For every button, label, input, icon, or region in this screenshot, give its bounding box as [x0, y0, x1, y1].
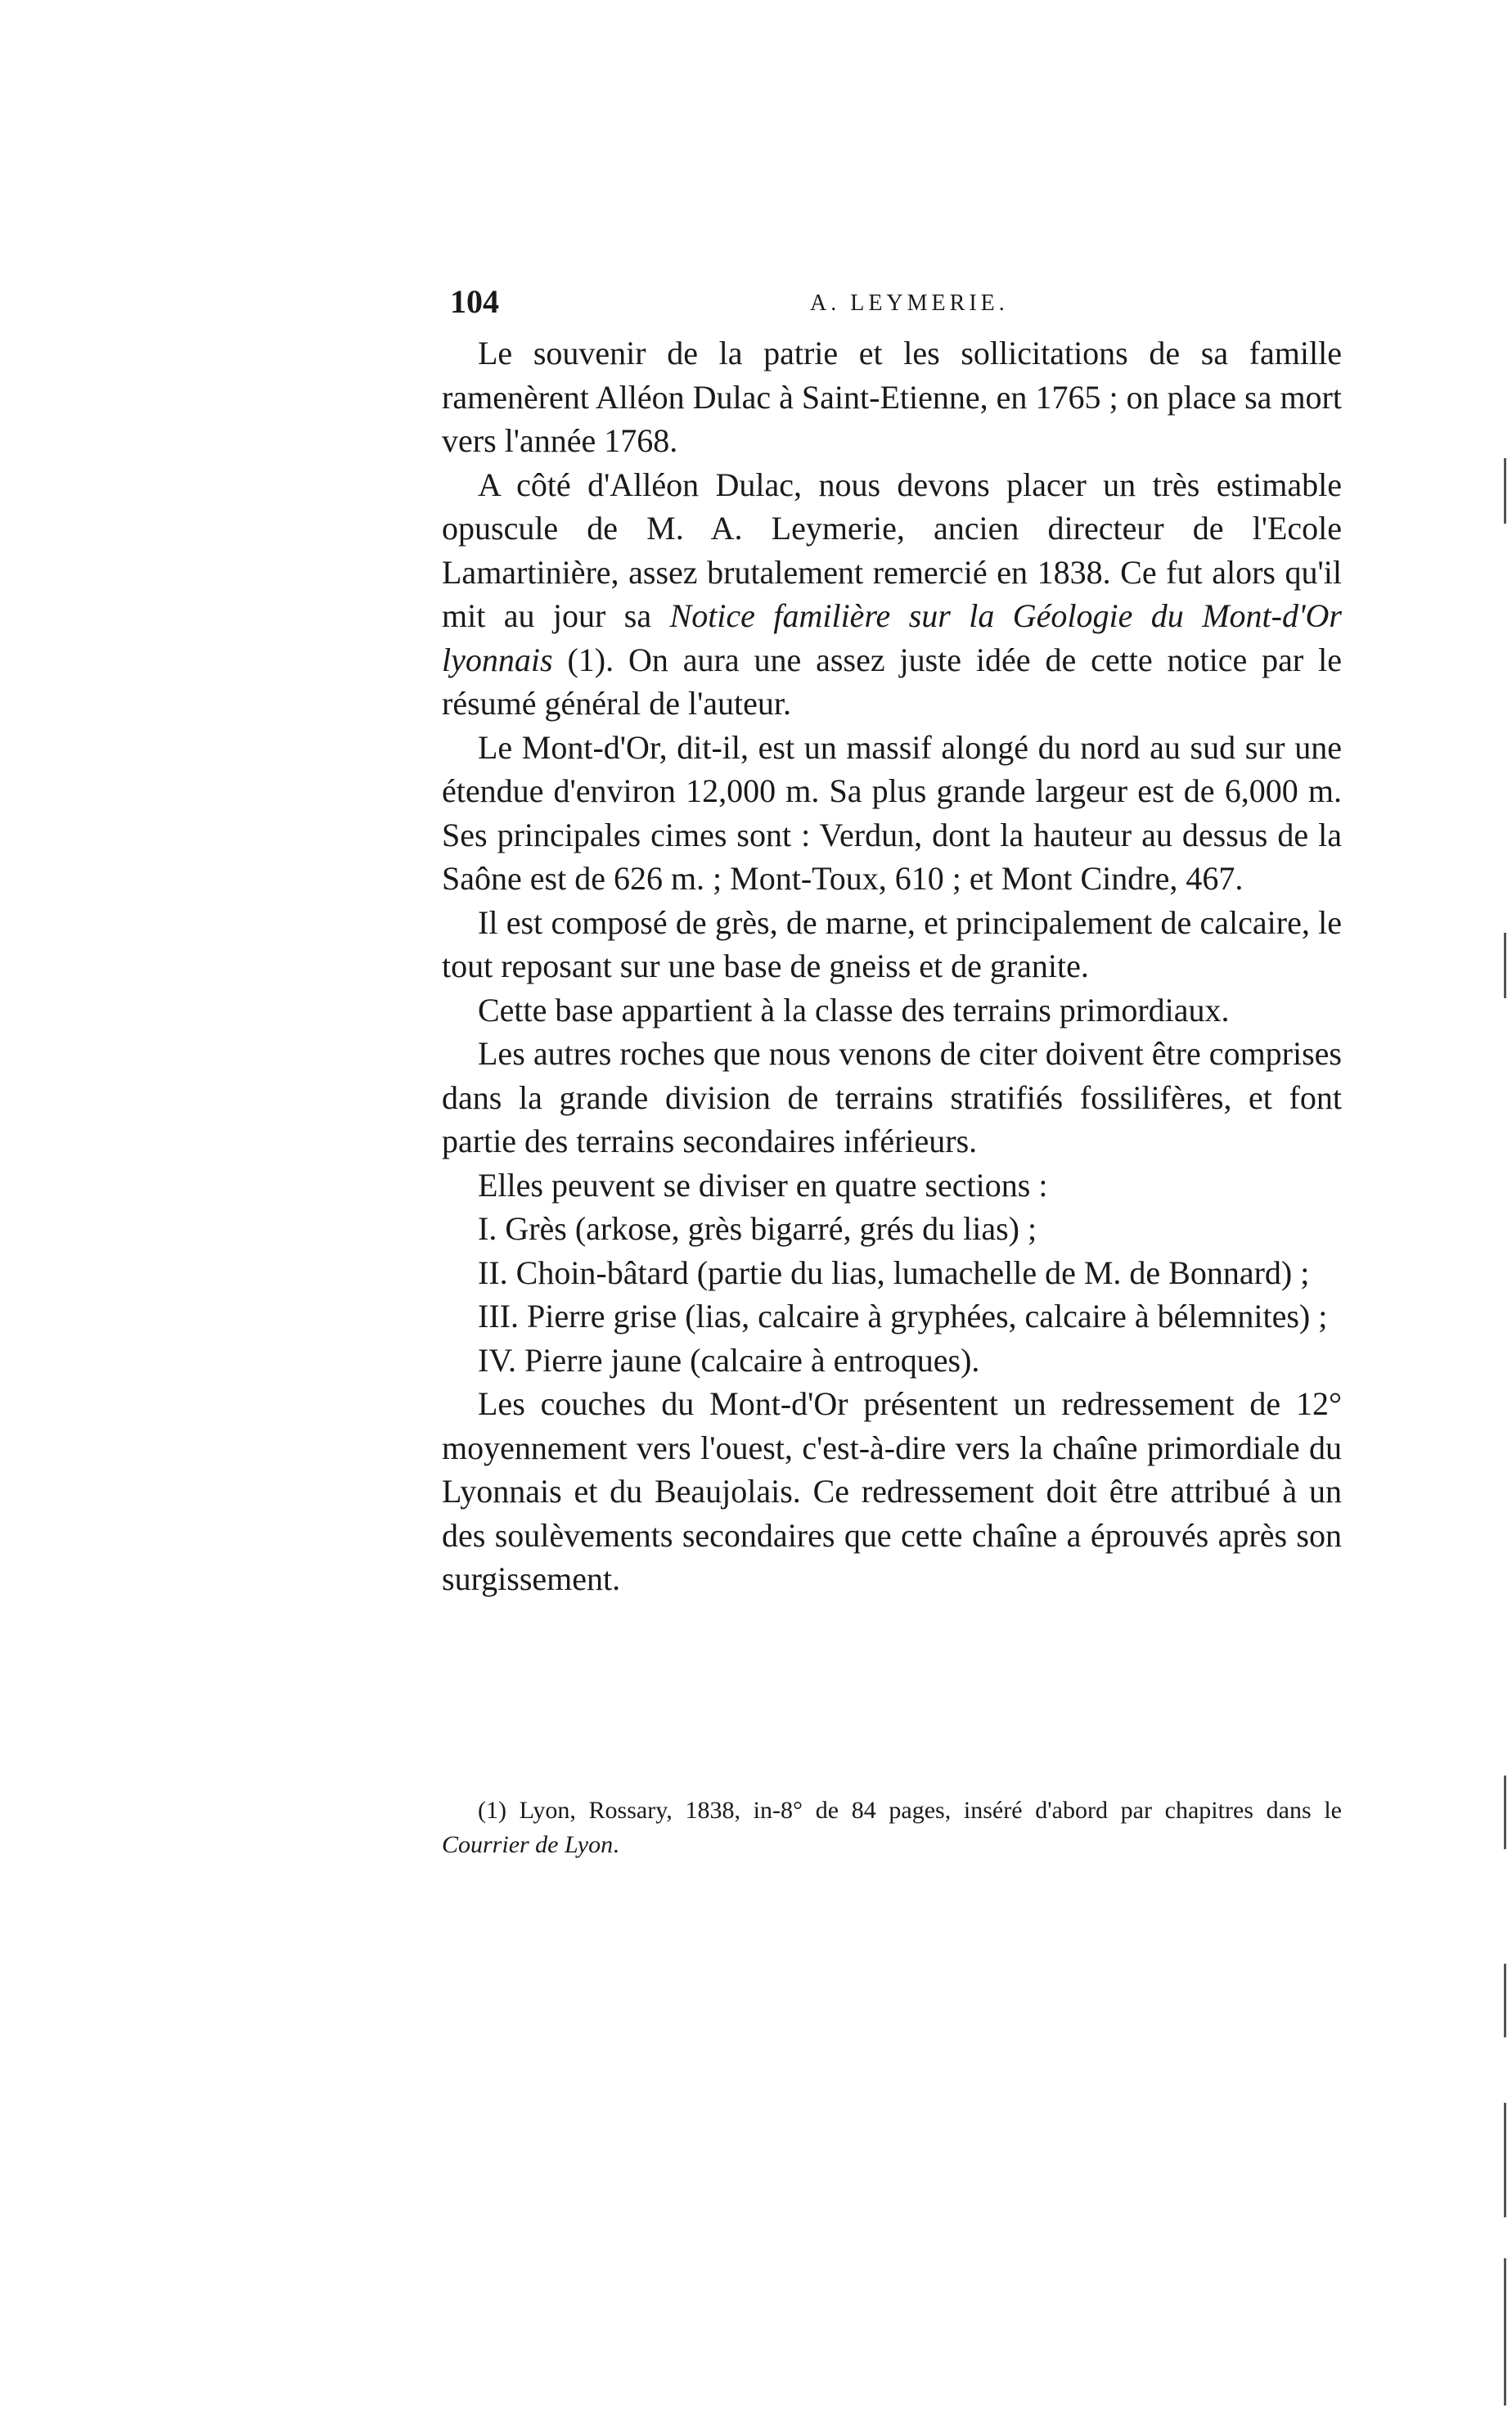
footnote-text — [442, 1794, 1342, 1862]
page-number: 104 — [450, 283, 499, 320]
scan-mark — [1504, 458, 1506, 524]
scan-mark — [1504, 2258, 1506, 2406]
scan-mark — [1504, 933, 1506, 998]
running-title: A. LEYMERIE. — [810, 290, 1009, 316]
paragraph: Elles peuvent se diviser en quatre sections : — [478, 1166, 1048, 1204]
paragraph: Les autres roches que nous venons de citer doivent être comprises dans la grande division de terrains stratifiés fossilifères, et font partie des terrains secondaires inférieurs. — [442, 1035, 1342, 1159]
footnote — [442, 1794, 1342, 1862]
paragraph — [442, 463, 1342, 726]
section-item: III. Pierre grise (lias, calcaire à gryphées, calcaire à bélemnites) ; — [478, 1298, 1328, 1335]
scan-mark — [1504, 1776, 1506, 1849]
paragraph: Les couches du Mont-d'Or présentent un redressement de 12° moyennement vers l'ouest, c'est-à-dire vers la chaîne primordiale du Lyonnais et du Beaujolais. Ce redressement doit être attribué à un des soulèvements secondaires que cette chaîne a éprouvés après son surgissement. — [442, 1385, 1342, 1597]
paragraph: Il est composé de grès, de marne, et principalement de calcaire, le tout reposant sur une base de gneiss et de granite. — [442, 903, 1342, 984]
scan-mark — [1504, 1964, 1506, 2037]
paragraph: Le Mont-d'Or, dit-il, est un massif alongé du nord au sud sur une étendue d'environ 12,000 m. Sa plus grande largeur est de 6,000 m. Ses principales cimes sont : Verdun, dont la hauteur au dessus de la Saône est de 626 m. ; Mont-Toux, 610 ; et Mont Cindre, 467. — [442, 728, 1342, 897]
paragraph: Cette base appartient à la classe des terrains primordiaux. — [478, 991, 1230, 1028]
text-run: A côté d'Alléon Dulac, nous devons placer un très estimable opuscule de M. A. Leymerie, ancien directeur de l'Ecole Lamartinière, assez brutalement remercié en 1838. Ce fut alors qu'il mit au jour sa — [442, 466, 1342, 634]
journal-title: Courrier de Lyon — [442, 1831, 614, 1858]
section-item: I. Grès (arkose, grès bigarré, grés du lias) ; — [478, 1210, 1037, 1247]
text-run: . — [613, 1831, 619, 1858]
scan-mark — [1504, 2103, 1506, 2217]
section-item: IV. Pierre jaune (calcaire à entroques). — [478, 1341, 980, 1379]
book-title: Notice familière sur la Géologie du Mont-d'Or lyonnais — [442, 597, 1342, 678]
section-item: II. Choin-bâtard (partie du lias, lumachelle de M. de Bonnard) ; — [478, 1254, 1310, 1291]
text-run: (1). On aura une assez juste idée de cette notice par le résumé général de l'auteur. — [442, 641, 1342, 722]
text-run: (1) Lyon, Rossary, 1838, in-8° de 84 pages, inséré d'abord par chapitres dans le — [478, 1797, 1342, 1824]
main-text — [442, 331, 1342, 1601]
paragraph: Le souvenir de la patrie et les sollicitations de sa famille ramenèrent Alléon Dulac à Saint-Etienne, en 1765 ; on place sa mort vers l'année 1768. — [442, 335, 1342, 459]
